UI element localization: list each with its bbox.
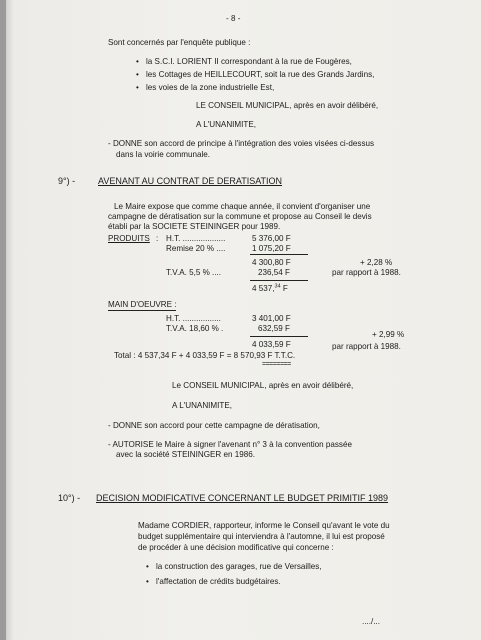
decision-line: avec la société STEININGER en 1986. — [116, 450, 256, 459]
page-number: - 8 - — [226, 14, 241, 23]
produits-separator: : — [156, 234, 159, 243]
produits-subtotal-value: 4 300,80 F — [252, 258, 291, 267]
council-statement: LE CONSEIL MUNICIPAL, après en avoir délibéré, — [196, 101, 379, 110]
main-oeuvre-label: MAIN D'OEUVRE : — [108, 300, 177, 309]
decision-line: - DONNE son accord de principe à l'intégration des voies visées ci-dessus — [108, 139, 375, 148]
paragraph-line: établi par la SOCIETE STEININGER pour 1989. — [108, 222, 281, 231]
section-title: DECISION MODIFICATIVE CONCERNANT LE BUDGET PRIMITIF 1989 — [96, 493, 389, 503]
paragraph-line: de procéder à une décision modificative qui concerne : — [138, 543, 334, 552]
main-oeuvre-tva-label: T.V.A. 18,60 % . — [166, 324, 224, 333]
produits-percent: + 2,28 % — [360, 258, 393, 267]
paragraph-line: Madame CORDIER, rapporteur, informe le Conseil qu'avant le vote du — [138, 521, 390, 530]
bullet-item: la construction des garages, rue de Versailles, — [156, 562, 322, 571]
section-number: 9°) - — [58, 176, 76, 186]
paragraph-line: Le Maire expose que comme chaque année, il convient d'organiser une — [114, 202, 371, 211]
produits-total: 4 537,34 F — [252, 283, 288, 293]
paragraph-line: campagne de dératisation sur la commune et propose au Conseil le devis — [108, 212, 372, 221]
bullet-glyph: • — [146, 562, 149, 571]
council-statement: Le CONSEIL MUNICIPAL, après en avoir délibéré, — [172, 381, 354, 390]
produits-ht-value: 5 376,00 F — [252, 234, 291, 243]
produits-tva-value: 236,54 F — [258, 268, 290, 277]
subtotal-rule — [250, 254, 308, 255]
produits-remise-label: Remise 20 % .... — [166, 244, 226, 253]
main-oeuvre-rule — [250, 336, 308, 337]
unanimity-statement: A L'UNANIMITE, — [172, 401, 233, 410]
section-number: 10°) - — [58, 493, 81, 503]
section-title: AVENANT AU CONTRAT DE DERATISATION — [98, 176, 283, 186]
unanimity-statement: A L'UNANIMITE, — [196, 120, 257, 129]
main-oeuvre-percent-note: par rapport à 1988. — [332, 342, 401, 351]
bullet-glyph: • — [136, 70, 139, 79]
bullet-item: la S.C.I. LORIENT II correspondant à la rue de Fougères, — [146, 57, 352, 66]
bullet-item: l'affectation de crédits budgétaires. — [156, 577, 281, 586]
paragraph-line: budget supplémentaire qui interviendra à l'automne, il lui est proposé — [138, 532, 385, 541]
main-oeuvre-ht-value: 3 401,00 F — [252, 314, 291, 323]
grand-total-double-rule: ======== — [262, 361, 291, 368]
main-oeuvre-underline — [108, 310, 176, 311]
decision-line: - DONNE son accord pour cette campagne de dératisation, — [108, 421, 320, 430]
main-oeuvre-tva-value: 632,59 F — [258, 324, 290, 333]
bullet-glyph: • — [146, 577, 149, 586]
decision-line: dans la voirie communale. — [116, 150, 211, 159]
bullet-item: les Cottages de HEILLECOURT, soit la rue des Grands Jardins, — [146, 70, 375, 79]
bullet-glyph: • — [136, 83, 139, 92]
decision-line: - AUTORISE le Maire à signer l'avenant n° 3 à la convention passée — [108, 440, 352, 449]
page-shadow-edge — [0, 0, 6, 640]
produits-tva-label: T.V.A. 5,5 % .... — [166, 268, 222, 277]
main-oeuvre-total-value: 4 033,59 F — [252, 340, 291, 349]
produits-ht-label: H.T. ................... — [166, 234, 226, 243]
continued-marker: ..../... — [362, 617, 380, 626]
produits-label: PRODUITS — [108, 234, 150, 243]
bullet-glyph: • — [136, 57, 139, 66]
produits-remise-value: 1 075,20 F — [252, 244, 291, 253]
main-oeuvre-percent: + 2,99 % — [372, 330, 405, 339]
bullet-item: les voies de la zone industrielle Est, — [146, 83, 275, 92]
intro-text: Sont concernés par l'enquête publique : — [108, 38, 251, 47]
produits-percent-note: par rapport à 1988. — [332, 268, 401, 277]
grand-total: Total : 4 537,34 F + 4 033,59 F = 8 570,93 F T.T.C. — [114, 351, 296, 360]
total-rule — [250, 280, 308, 281]
main-oeuvre-ht-label: H.T. ................. — [166, 314, 221, 323]
